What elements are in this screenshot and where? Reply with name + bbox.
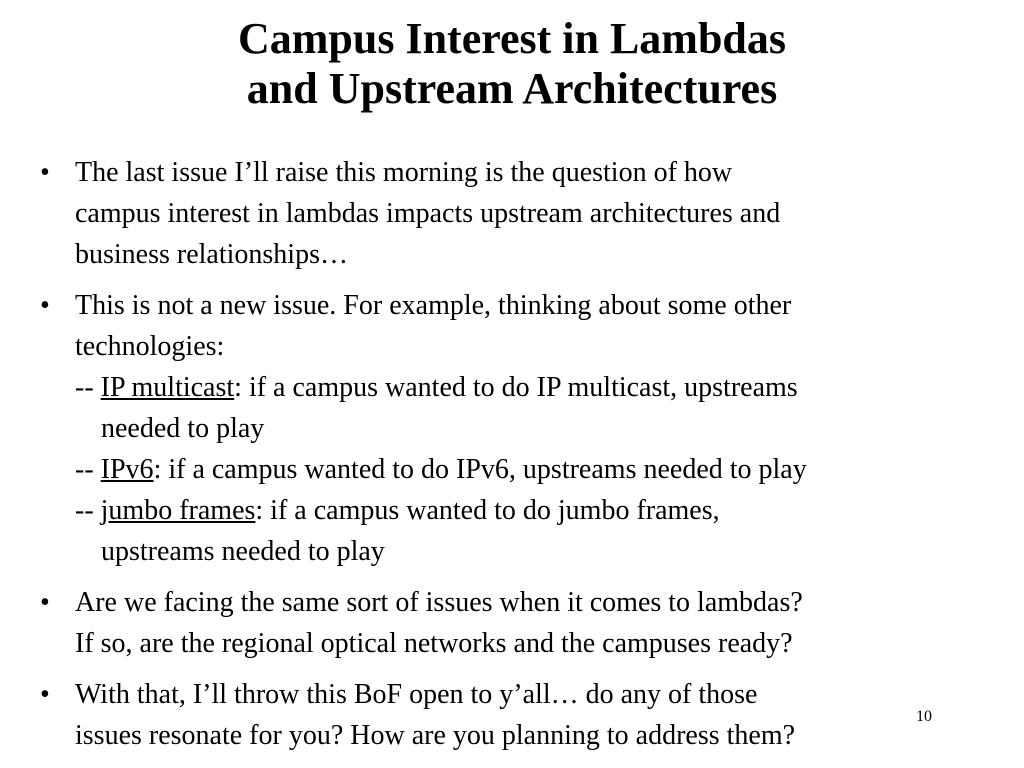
bullet-text-line: This is not a new issue. For example, thinking about some other [75,290,792,321]
slide-number: 10 [916,708,932,725]
example-term-ip-multicast: IP multicast [100,372,235,403]
bullet-item [40,152,1000,275]
example-prefix: -- [75,372,101,403]
bullet-dot-icon: • [40,290,50,321]
slide-title-line-2: and Upstream Architectures [246,64,778,113]
bullet-text-line: business relationships… [75,239,348,270]
example-line-jumbo-frames [75,490,1000,531]
example-continuation: needed to play [101,413,265,444]
bullet-item [40,285,1000,572]
example-line-ipv6 [75,449,1000,490]
bullet-list [40,152,1000,766]
bullet-text-line: issues resonate for you? How are you planning to address them? [75,720,796,751]
bullet-item [40,582,1000,664]
bullet-text-line: If so, are the regional optical networks and the campuses ready? [75,628,793,659]
bullet-dot-icon: • [40,679,50,710]
example-continuation: upstreams needed to play [101,536,385,567]
bullet-text-line: campus interest in lambdas impacts upstream architectures and [75,198,781,229]
bullet-text-line: The last issue I’ll raise this morning is the question of how [75,157,733,188]
example-description: : if a campus wanted to do IPv6, upstreams needed to play [153,454,807,485]
example-prefix: -- [75,495,101,526]
example-description: : if a campus wanted to do IP multicast, upstreams [234,372,798,403]
example-description: : if a campus wanted to do jumbo frames, [255,495,720,526]
bullet-text-line: With that, I’ll throw this BoF open to y’all… do any of those [75,679,758,710]
example-term-ipv6: IPv6 [100,454,154,485]
slide-title-line-1: Campus Interest in Lambdas [237,14,787,63]
bullet-text-line: Are we facing the same sort of issues when it comes to lambdas? [75,587,803,618]
bullet-dot-icon: • [40,587,50,618]
example-prefix: -- [75,454,101,485]
slide-title [0,14,1024,114]
example-term-jumbo-frames: jumbo frames [100,495,256,526]
bullet-text-line: technologies: [75,331,225,362]
bullet-dot-icon: • [40,157,50,188]
bullet-item [40,674,1000,756]
example-line-ip-multicast [75,367,1000,408]
